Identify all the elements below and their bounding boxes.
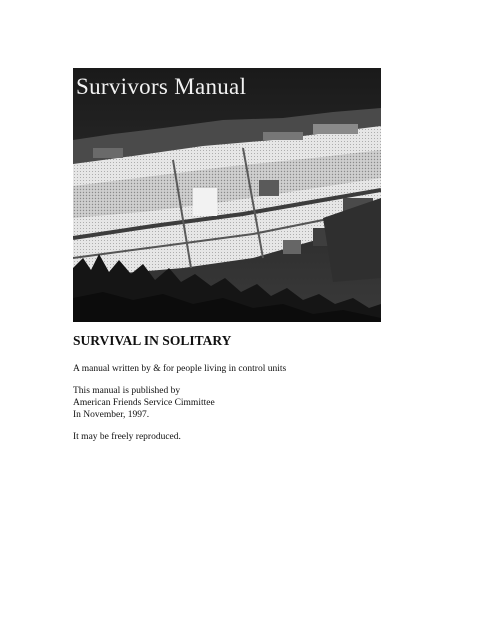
- publisher-line: American Friends Service Cimmittee: [73, 398, 215, 408]
- subtitle-text: A manual written by & for people living in control units: [73, 364, 287, 374]
- reproduction-note: It may be freely reproduced.: [73, 432, 181, 442]
- document-heading: SURVIVAL IN SOLITARY: [73, 333, 232, 348]
- cover-photo: [73, 68, 381, 322]
- aerial-prison-photo: [73, 68, 381, 322]
- publisher-line: In November, 1997.: [73, 410, 150, 420]
- publisher-line: This manual is published by: [73, 386, 181, 396]
- cover-title: Survivors Manual: [76, 74, 247, 99]
